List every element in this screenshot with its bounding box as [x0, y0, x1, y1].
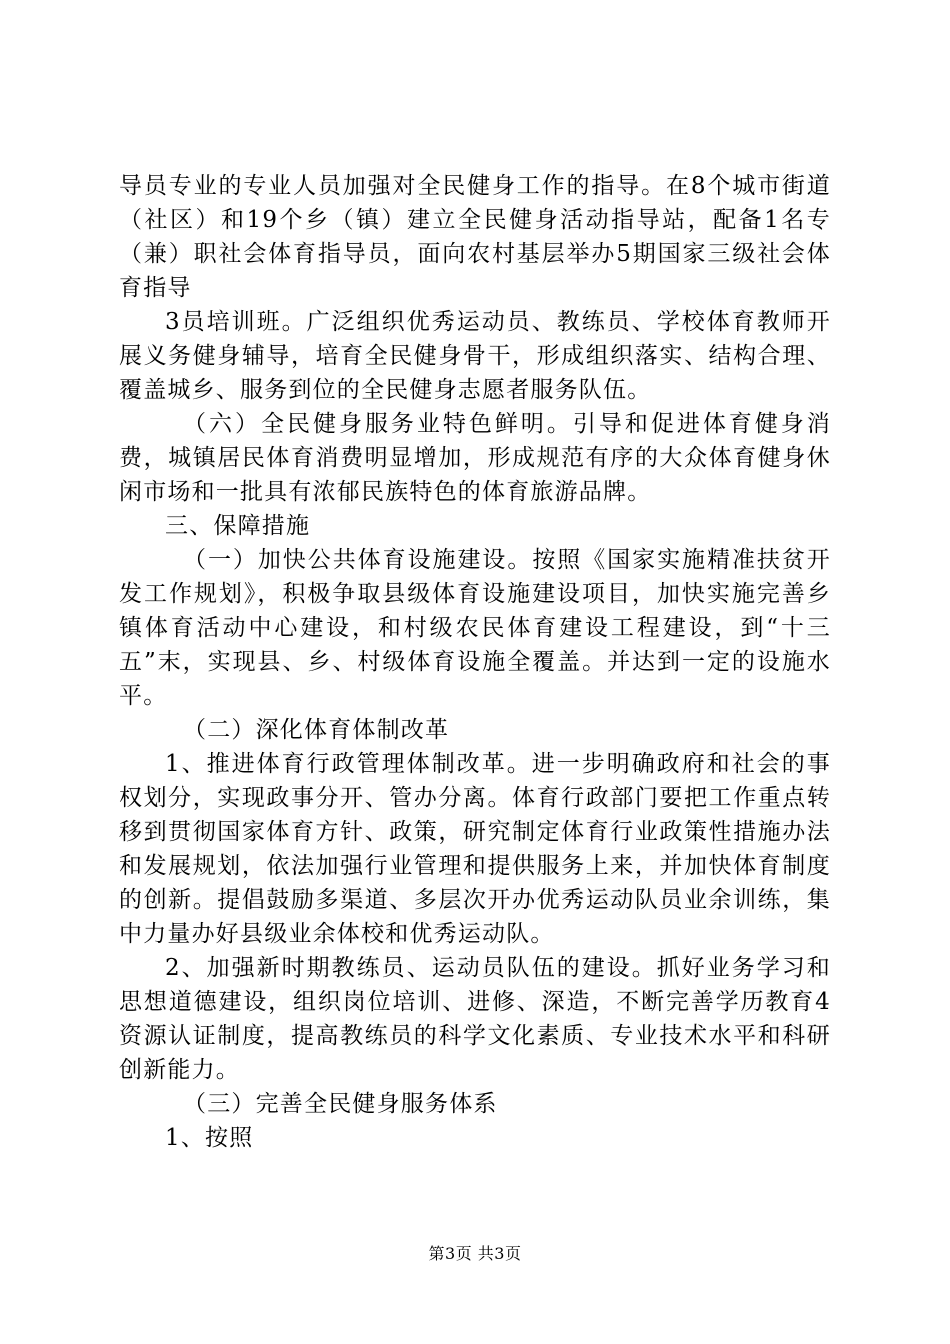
document-body — [119, 169, 831, 1155]
paragraph-1: 导员专业的专业人员加强对全民健身工作的指导。在8个城市街道（社区）和19个乡（镇）建立全民健身活动指导站，配备1名专（兼）职社会体育指导员，面向农村基层举办5期国家三级社会体育指导 — [119, 173, 831, 301]
subheading-service-system: （三）完善全民健身服务体系 — [183, 1091, 498, 1117]
section-heading-safeguards: 三、保障措施 — [165, 513, 311, 539]
paragraph-10: 1、按照 — [165, 1125, 254, 1151]
paragraph-5: （一）加快公共体育设施建设。按照《国家实施精准扶贫开发工作规划》，积极争取县级体育设施建设项目，加快实施完善乡镇体育活动中心建设，和村级农民体育建设工程建设，到“十三五”末，实现县、乡、村级体育设施全覆盖。并达到一定的设施水平。 — [119, 547, 831, 709]
paragraph-8: 2、加强新时期教练员、运动员队伍的建设。抓好业务学习和思想道德建设，组织岗位培训、进修、深造，不断完善学历教育4资源认证制度，提高教练员的科学文化素质、专业技术水平和科研创新能力。 — [119, 955, 831, 1083]
page-footer: 第3页 共3页 — [428, 1244, 522, 1263]
paragraph-2: 3员培训班。广泛组织优秀运动员、教练员、学校体育教师开展义务健身辅导，培育全民健身骨干，形成组织落实、结构合理、覆盖城乡、服务到位的全民健身志愿者服务队伍。 — [119, 309, 831, 403]
paragraph-7: 1、推进体育行政管理体制改革。进一步明确政府和社会的事权划分，实现政事分开、管办分离。体育行政部门要把工作重点转移到贯彻国家体育方针、政策，研究制定体育行业政策性措施办法和发展规划，依法加强行业管理和提供服务上来，并加快体育制度的创新。提倡鼓励多渠道、多层次开办优秀运动队员业余训练，集中力量办好县级业余体校和优秀运动队。 — [119, 751, 831, 947]
subheading-reform: （二）深化体育体制改革 — [183, 717, 450, 743]
paragraph-3: （六）全民健身服务业特色鲜明。引导和促进体育健身消费，城镇居民体育消费明显增加，形成规范有序的大众体育健身休闲市场和一批具有浓郁民族特色的体育旅游品牌。 — [119, 411, 831, 505]
